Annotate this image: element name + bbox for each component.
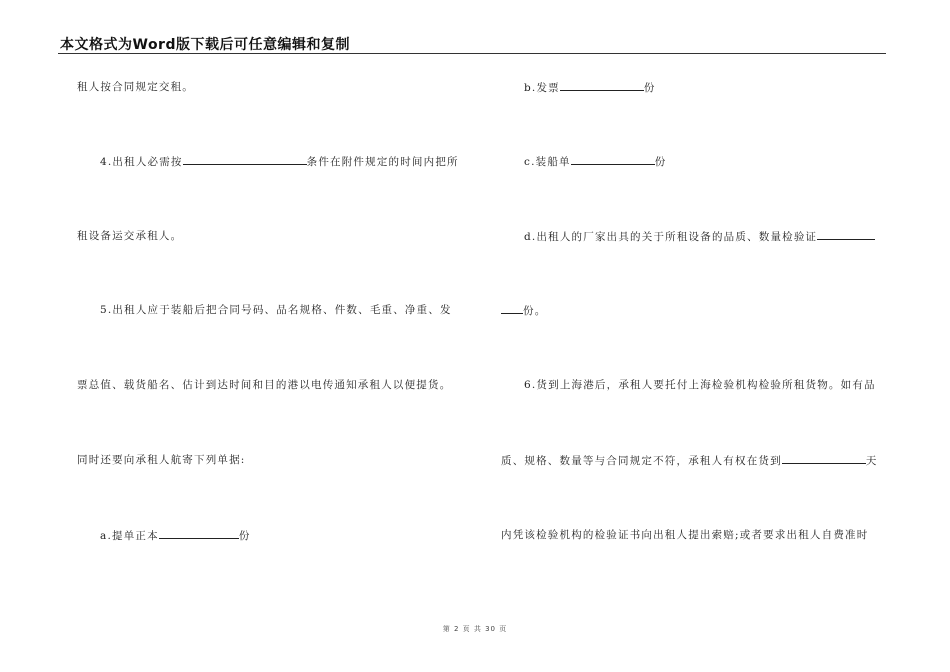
right-line-6 [501,453,878,468]
right-line-1-text-b: 份 [643,82,656,94]
left-line-1: 租人按合同规定交租。 [77,81,194,93]
right-line-7: 内凭该检验机构的检验证书向出租人提出索赔;或者要求出租人自费准时 [501,529,869,541]
fill-blank [782,453,866,464]
left-line-7-text-b: 份 [238,530,251,542]
right-line-2 [524,154,666,169]
left-line-4: 5.出租人应于装船后把合同号码、品名规格、件数、毛重、净重、发 [100,304,452,316]
fill-blank [183,154,307,165]
right-line-6-text-a: 质、规格、数量等与合同规定不符，承租人有权在货到 [501,455,782,467]
left-line-2-text-b: 条件在附件规定的时间内把所 [306,156,459,168]
fill-blank [571,154,655,165]
right-line-3 [524,229,875,244]
fill-blank [817,229,875,240]
left-line-7 [100,528,251,543]
right-line-5: 6.货到上海港后，承租人要托付上海检验机构检验所租货物。如有品 [524,379,876,391]
fill-blank [159,528,239,539]
left-line-2-text-a: 4.出租人必需按 [100,156,183,168]
right-line-3-text: d.出租人的厂家出具的关于所租设备的品质、数量检验证 [524,231,818,243]
right-line-6-text-b: 天 [865,455,878,467]
left-line-6: 同时还要向承租人航寄下列单据: [77,454,246,466]
page-number-footer: 第 2 页 共 30 页 [442,625,508,633]
left-line-7-text-a: a.提单正本 [100,530,159,542]
right-line-4 [501,303,546,318]
left-line-2 [100,154,459,169]
right-line-1 [524,80,656,95]
header-divider [58,53,886,54]
right-line-4-text: 份。 [523,305,547,317]
document-header-title: 本文格式为Word版下载后可任意编辑和复制 [60,37,350,53]
fill-blank [560,80,644,91]
left-line-3: 租设备运交承租人。 [77,230,183,242]
left-line-5: 票总值、载货船名、估计到达时间和目的港以电传通知承租人以便提货。 [77,379,452,391]
right-line-2-text-a: c.装船单 [524,156,571,168]
right-line-1-text-a: b.发票 [524,82,560,94]
right-line-2-text-b: 份 [654,156,667,168]
fill-blank [501,303,523,314]
